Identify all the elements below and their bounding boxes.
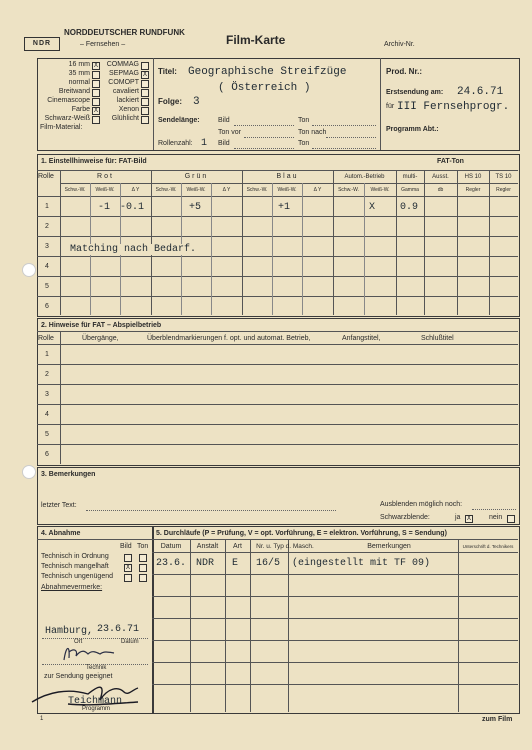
sub-rot-schw: Schw.-W.: [64, 187, 86, 193]
section-4-title: 4. Abnahme: [41, 530, 81, 537]
section-1-title: 1. Einstellhinweise für: FAT-Bild: [41, 158, 147, 165]
row1-anstalt: NDR: [196, 558, 215, 569]
checkbox-lackiert[interactable]: [141, 98, 149, 106]
group-autom: Autom.-Betrieb: [344, 174, 385, 180]
abnahme-ungenuegend: Technisch ungenügend: [41, 573, 114, 580]
ja-label: ja: [455, 514, 461, 521]
checkbox-bild-mangelhaft[interactable]: X: [125, 564, 131, 572]
option-35mm: 35 mm: [68, 70, 90, 77]
sub-blau-dy: Δ Y: [313, 187, 322, 193]
col-anstalt: Anstalt: [196, 543, 219, 550]
prod-nr-label: Prod. Nr.:: [386, 67, 423, 76]
ton-ts10: TS 10: [495, 174, 512, 180]
abnahmevermerke-label: Abnahmevermerke:: [41, 584, 103, 591]
checkbox-bild-ordnung[interactable]: [124, 554, 132, 562]
checkbox-nein[interactable]: [507, 515, 515, 523]
blau-weiss-value: +1: [278, 202, 291, 213]
letzter-text-label: letzter Text:: [41, 502, 77, 509]
checkbox-16mm[interactable]: X: [93, 62, 99, 70]
technik-caption: Technik: [86, 665, 107, 671]
folge-label: Folge:: [158, 97, 182, 106]
option-16mm: 16 mm: [68, 61, 90, 68]
group-rot: Rot: [97, 173, 114, 180]
fuer-value: III Fernsehprogr.: [397, 101, 510, 113]
section-3: [37, 467, 520, 525]
sub-auto-weiss: Weiß-W.: [370, 187, 390, 193]
ndr-logo: NDR: [24, 37, 60, 51]
sub-rot-weiss: Weiß-W.: [95, 187, 115, 193]
nein-label: nein: [489, 514, 503, 521]
row1-art: E: [232, 558, 239, 569]
option-cinemascope: Cinemascope: [47, 97, 90, 104]
col-masch: Nr. u. Typ d. Masch.: [256, 543, 314, 550]
sub-gruen-dy: Δ Y: [222, 187, 231, 193]
sub-auto-schw: Schw.-W.: [338, 187, 359, 193]
option-gluehlicht: Glühlicht: [111, 115, 139, 122]
col-schlusstitel: Schlußtitel: [421, 335, 454, 342]
ausblenden-label: Ausblenden möglich noch:: [380, 501, 463, 508]
punch-hole: [22, 263, 36, 277]
abnahme-mangelhaft: Technisch mangelhaft: [41, 563, 109, 570]
sub-db: db: [437, 187, 444, 193]
fat-ton-label: FAT-Ton: [437, 158, 464, 165]
col-anfangstitel: Anfangstitel,: [342, 335, 381, 342]
checkbox-xenon[interactable]: [141, 107, 149, 115]
option-comopt: COMOPT: [108, 79, 139, 86]
erstsendung-value: 24.6.71: [457, 86, 504, 98]
programm-caption: Programm: [82, 706, 111, 712]
row-number: 3: [45, 391, 49, 398]
ton-vor-label: Ton vor: [218, 129, 241, 136]
titel-value-2: ( Österreich ): [218, 82, 311, 94]
checkbox-ja[interactable]: X: [466, 515, 472, 523]
row-number: 6: [45, 303, 49, 310]
option-sepmag: SEPMAG: [109, 70, 139, 77]
checkbox-ton-ordnung[interactable]: [139, 554, 147, 562]
section-2-title: 2. Hinweise für FAT – Abspielbetrieb: [41, 322, 162, 329]
datum-value: 23.6.71: [97, 624, 140, 635]
gamma-value: 0.9: [400, 202, 419, 213]
row-number: 4: [45, 263, 49, 270]
ton-nach-label: Ton nach: [298, 129, 327, 136]
checkbox-commag[interactable]: [141, 62, 149, 70]
ton-label: Ton: [298, 117, 310, 124]
sub-blau-weiss: Weiß-W.: [277, 187, 297, 193]
dept-name: – Fernsehen –: [80, 41, 126, 48]
rot-dy-value: -0.1: [120, 202, 145, 213]
col-datum: Datum: [160, 543, 182, 550]
sendelaenge-label: Sendelänge:: [158, 117, 200, 124]
rollenzahl-value: 1: [201, 138, 208, 149]
checkbox-bild-ungenuegend[interactable]: [124, 574, 132, 582]
ton-label-2: Ton: [298, 140, 310, 147]
sub-gruen-weiss: Weiß-W.: [186, 187, 206, 193]
row1-datum: 23.6.: [156, 558, 187, 569]
sub-gruen-schw: Schw.-W.: [155, 187, 177, 193]
row1-masch: 16/5: [256, 558, 281, 569]
punch-hole: [22, 465, 36, 479]
option-lackiert: lackiert: [116, 97, 139, 104]
checkbox-comopt[interactable]: [141, 80, 149, 88]
ort-caption: Ort: [74, 639, 83, 645]
row-number: 5: [45, 431, 49, 438]
col-uebergaenge: Übergänge,: [82, 335, 119, 342]
row-number: 1: [45, 203, 49, 210]
rolle-header: Rolle: [38, 173, 54, 180]
option-cavaliert: cavaliert: [112, 88, 139, 95]
row-number: 2: [45, 223, 49, 230]
sub-gamma: Gamma: [401, 187, 419, 193]
col-bemerkungen: Bemerkungen: [367, 543, 411, 550]
section-3-title: 3. Bemerkungen: [41, 471, 96, 478]
auto-weiss-value: X: [369, 202, 376, 213]
group-gruen: Grün: [184, 173, 209, 180]
sub-blau-schw: Schw.-W.: [246, 187, 268, 193]
checkbox-gluehlicht[interactable]: [141, 116, 149, 124]
zum-film-label: zum Film: [482, 716, 513, 723]
sub-rot-dy: Δ Y: [131, 187, 140, 193]
ton-hs10: HS 10: [464, 174, 482, 180]
org-name: NORDDEUTSCHER RUNDFUNK: [64, 28, 185, 37]
row-number: 2: [45, 371, 49, 378]
gruen-weiss-value: +5: [189, 202, 202, 213]
sub-ts-regler: Regler: [496, 187, 511, 193]
programm-abt-label: Programm Abt.:: [386, 126, 439, 133]
group-multi: multi-: [402, 174, 418, 180]
option-breitwand: Breitwand: [58, 88, 90, 95]
option-xenon: Xenon: [118, 106, 139, 113]
folge-value: 3: [193, 96, 200, 108]
ort-value: Hamburg,: [45, 626, 94, 637]
page-title: Film-Karte: [226, 33, 286, 47]
erstsendung-label: Erstsendung am:: [386, 89, 444, 96]
rollenzahl-label: Rollenzahl:: [158, 140, 193, 147]
titel-value: Geographische Streifzüge: [188, 66, 347, 78]
datum-caption: Datum: [121, 639, 139, 645]
section-5-title: 5. Durchläufe (P = Prüfung, V = opt. Vorführung, E = elektron. Vorführung, S = Sendung): [156, 530, 447, 537]
bild-label-2: Bild: [218, 140, 230, 147]
row-3-note: Matching nach Bedarf.: [70, 244, 197, 255]
checkbox-sepmag[interactable]: X: [142, 71, 148, 79]
bild-label: Bild: [218, 117, 230, 124]
option-commag: COMMAG: [106, 61, 139, 68]
col-unterschrift: Unterschrift d. Technikers: [462, 544, 514, 549]
abnahme-ordnung: Technisch in Ordnung: [41, 553, 109, 560]
schwarzblende-label: Schwarzblende:: [380, 514, 430, 521]
checkbox-ton-mangelhaft[interactable]: [139, 564, 147, 572]
row-number: 3: [45, 243, 49, 250]
option-schwarz-weiss: Schwarz-Weiß: [44, 115, 90, 122]
checkbox-cavaliert[interactable]: [141, 89, 149, 97]
rolle-header-2: Rolle: [38, 335, 54, 342]
col-ueberblend: Überblendmarkierungen f. opt. und automat. Betrieb,: [147, 335, 311, 342]
col-art: Art: [233, 543, 242, 550]
row-number: 6: [45, 451, 49, 458]
section-5: [152, 526, 520, 714]
checkbox-ton-ungenuegend[interactable]: [139, 574, 147, 582]
checkbox-farbe[interactable]: X: [93, 107, 99, 115]
footer-number: 1: [40, 716, 44, 722]
rot-weiss-value: -1: [98, 202, 111, 213]
archiv-label: Archiv-Nr.: [384, 41, 415, 48]
ton-col: Ton: [137, 543, 149, 550]
row-number: 5: [45, 283, 49, 290]
fuer-label: für: [386, 103, 395, 110]
bild-col: Bild: [120, 543, 132, 550]
option-farbe: Farbe: [71, 106, 90, 113]
group-blau: Blau: [276, 173, 299, 180]
sub-hs-regler: Regler: [465, 187, 481, 193]
sendung-geeignet: zur Sendung geeignet: [44, 673, 113, 680]
ton-ausst: Ausst.: [432, 174, 449, 180]
programm-name: Teichmann: [68, 696, 123, 707]
row-number: 1: [45, 351, 49, 358]
titel-label: Titel:: [158, 67, 177, 76]
technik-signature: [60, 642, 120, 664]
option-normal: normal: [68, 79, 90, 86]
row-number: 4: [45, 411, 49, 418]
row1-bemerkung: (eingestellt mit TF 09): [292, 558, 431, 569]
film-material-label: Film-Material:: [40, 124, 83, 131]
